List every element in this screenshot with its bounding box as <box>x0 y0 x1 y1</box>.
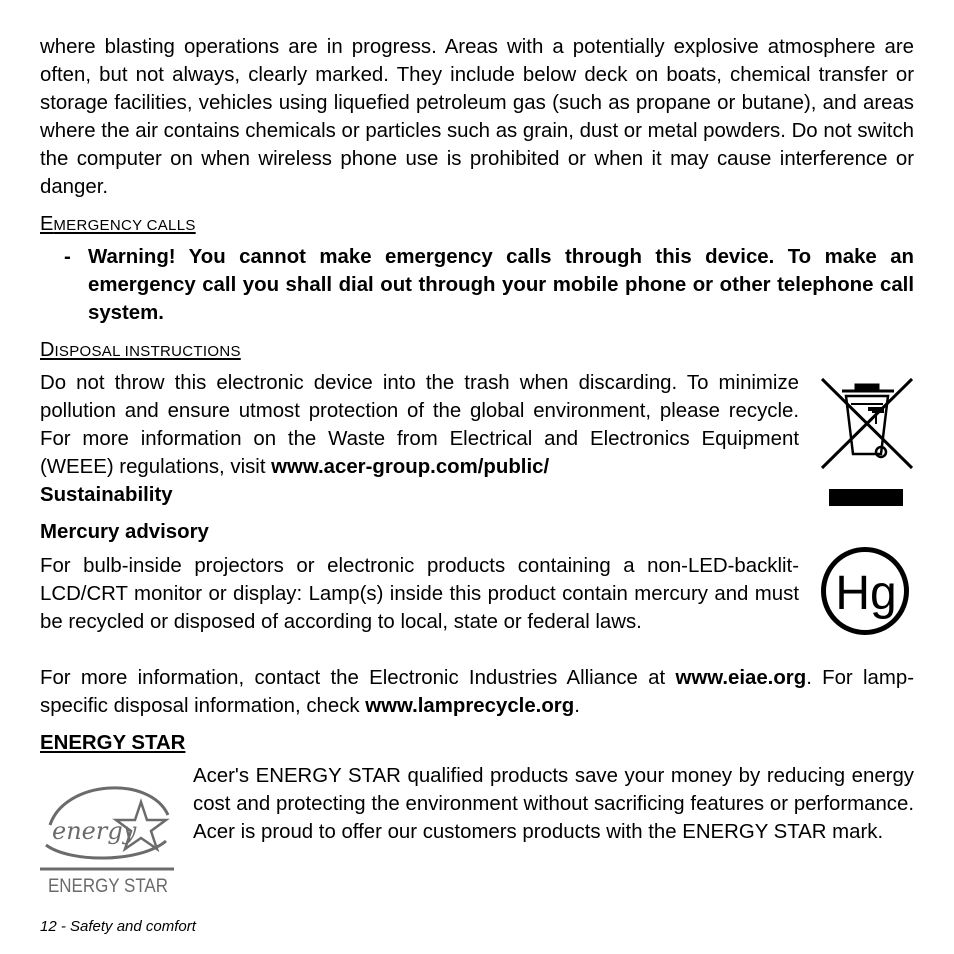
emergency-heading-rest: MERGENCY CALLS <box>53 217 196 234</box>
energy-script-text: energy <box>52 817 137 845</box>
weee-crossed-bin-icon <box>820 376 914 508</box>
disposal-heading-cap: D <box>40 339 55 361</box>
energy-star-paragraph: Acer's ENERGY STAR qualified products save your money by reducing energy cost and protecting the environment without sacrificing features or performance. Acer is proud to offer our customers products with the ENERGY STAR mark. <box>193 765 914 843</box>
mercury-advisory-heading: Mercury advisory <box>40 521 209 543</box>
lamprecycle-link[interactable]: www.lamprecycle.org <box>365 695 575 717</box>
energy-star-caption: ENERGY STAR <box>48 876 168 897</box>
weee-link-part1: www.acer-group.com/public/ <box>271 456 550 478</box>
hg-symbol-text: Hg <box>835 567 897 620</box>
emergency-warning <box>64 243 914 327</box>
weee-link-part2: Sustainability <box>40 484 173 506</box>
more-info-prefix: For more information, contact the Electronic Industries Alliance at <box>40 667 666 689</box>
emergency-heading-cap: E <box>40 213 54 235</box>
disposal-text: Do not throw this electronic device into the trash when discarding. To minimize pollution and ensure utmost protection of the global environment, please recycle. For more information on the Waste from Electrical and Electronics Equipment (WEEE) regulations, visit <box>40 372 799 478</box>
disposal-paragraph <box>40 369 799 509</box>
disposal-instructions-heading <box>40 338 241 364</box>
emergency-calls-heading <box>40 212 196 238</box>
energy-star-heading: ENERGY STAR <box>40 732 186 754</box>
warning-dash: - <box>64 246 71 268</box>
page-footer: 12 - Safety and comfort <box>40 918 196 935</box>
intro-paragraph: where blasting operations are in progress. Areas with a potentially explosive atmosphere are often, but not always, clearly marked. They include below deck on boats, chemical transfer or storage facilities, vehicles using liquefied petroleum gas (such as propane or butane), and areas where the air contains chemicals or particles such as grain, dust or metal powders. Do not switch the computer on when wireless phone use is prohibited or when it may cause interference or danger. <box>40 36 914 198</box>
mercury-paragraph: For bulb-inside projectors or electronic products containing a non-LED-backlit-LCD/CRT monitor or display: Lamp(s) inside this product contain mercury and must be recycled or disposed of according to local, state or federal laws. <box>40 555 799 633</box>
mercury-hg-icon <box>820 546 910 636</box>
more-info-suffix: . <box>574 695 580 717</box>
eiae-link[interactable]: www.eiae.org <box>675 667 807 689</box>
energy-star-logo <box>40 775 174 899</box>
disposal-heading-rest: ISPOSAL INSTRUCTIONS <box>54 343 241 360</box>
more-info-mid: . For lamp-specific disposal information, check <box>40 667 915 717</box>
mercury-more-info <box>40 664 914 720</box>
warning-text: Warning! You cannot make emergency calls through this device. To make an emergency call you shall dial out through your mobile phone or other telephone call system. <box>88 246 914 324</box>
